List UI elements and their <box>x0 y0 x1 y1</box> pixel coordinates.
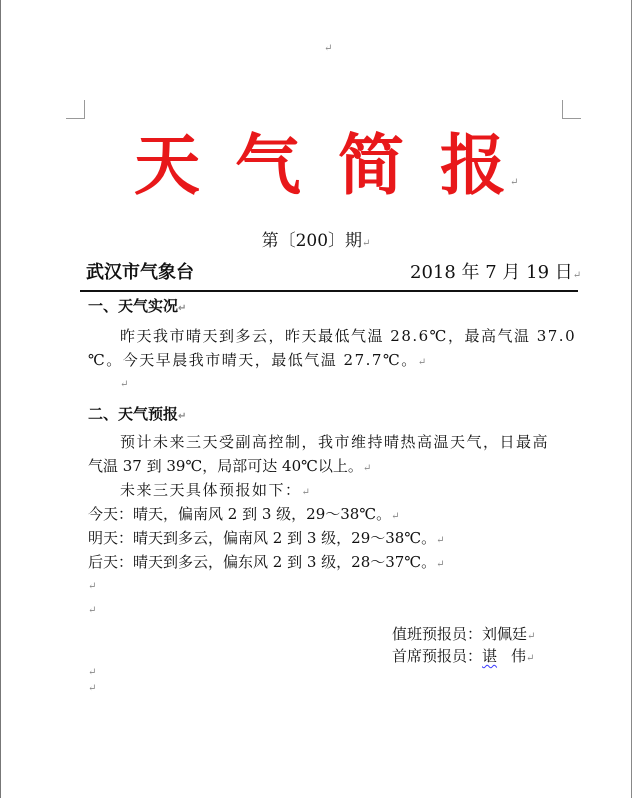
title-char-1: 天 <box>134 126 200 204</box>
report-date-text: 2018 年 7 月 19 日 <box>410 262 573 283</box>
title-char-2: 气 <box>235 126 301 204</box>
paragraph-mark: ↵ <box>88 683 97 694</box>
chief-forecaster <box>392 646 534 666</box>
forecast-tomorrow-text: 明天：晴天到多云，偏南风 2 到 3 级，29～38℃。 <box>88 529 437 547</box>
paragraph-mark: ↵ <box>178 303 187 314</box>
title-char-4: 报 <box>440 126 506 204</box>
section1-heading <box>88 296 186 316</box>
section2-line-1: 预计未来三天受副高控制，我市维持晴热高温天气，日最高 <box>120 433 550 451</box>
paragraph-mark: ↵ <box>526 653 535 664</box>
section1-heading-text: 一、天气实况 <box>88 297 179 315</box>
paragraph-mark: ↵ <box>88 605 97 616</box>
paragraph-mark: ↵ <box>301 487 312 498</box>
paragraph-mark: ↵ <box>362 238 371 249</box>
paragraph-mark: ↵ <box>391 511 400 522</box>
chief-label: 首席预报员： <box>392 647 483 665</box>
section2-heading-text: 二、天气预报 <box>88 405 179 423</box>
section1-line-2 <box>88 350 428 370</box>
forecast-tomorrow <box>88 528 445 548</box>
paragraph-mark: ↵ <box>436 535 445 546</box>
issue-number <box>0 226 632 251</box>
header-rule <box>80 290 578 292</box>
chief-name-part2: 伟 <box>511 647 527 665</box>
paragraph-mark: ↵ <box>88 581 97 592</box>
section2-line-2-text: 气温 37 到 39℃，局部可达 40℃以上。 <box>88 457 363 475</box>
forecast-day-after <box>88 552 445 572</box>
title-char-3: 简 <box>338 126 404 204</box>
paragraph-mark: ↵ <box>324 43 333 54</box>
paragraph-mark: ↵ <box>572 270 582 281</box>
organization: 武汉市气象台 <box>86 262 194 283</box>
paragraph-mark: ↵ <box>436 559 445 570</box>
paragraph-mark: ↵ <box>178 411 187 422</box>
section1-line-2-text: ℃。今天早晨我市晴天，最低气温 27.7℃。 <box>88 351 418 369</box>
margin-corner-top-right <box>562 100 581 119</box>
forecast-today-text: 今天：晴天，偏南风 2 到 3 级，29～38℃。 <box>88 505 392 523</box>
paragraph-mark: ↵ <box>88 667 97 678</box>
duty-forecaster <box>392 624 535 644</box>
paragraph-mark: ↵ <box>527 631 536 642</box>
section2-line-3 <box>120 480 311 500</box>
section1-line-1: 昨天我市晴天到多云，昨天最低气温 28.6℃，最高气温 37.0 <box>120 327 577 345</box>
forecast-today <box>88 504 400 524</box>
paragraph-mark: ↵ <box>362 463 372 474</box>
forecast-day-after-text: 后天：晴天到多云，偏东风 2 到 3 级，28～37℃。 <box>88 553 437 571</box>
paragraph-mark: ↵ <box>417 357 428 368</box>
paragraph-mark: ↵ <box>120 379 129 390</box>
section2-line-3-text: 未来三天具体预报如下： <box>120 481 302 499</box>
margin-corner-top-left <box>66 100 85 119</box>
duty-label: 值班预报员： <box>392 625 483 643</box>
issue-text: 第〔200〕期 <box>261 231 363 251</box>
report-date <box>410 258 581 284</box>
section2-heading <box>88 404 186 424</box>
paragraph-mark: ↵ <box>510 177 519 188</box>
section2-line-2 <box>88 456 371 476</box>
duty-name: 刘佩廷 <box>482 625 528 643</box>
chief-name-part1: 谌 <box>482 647 498 665</box>
